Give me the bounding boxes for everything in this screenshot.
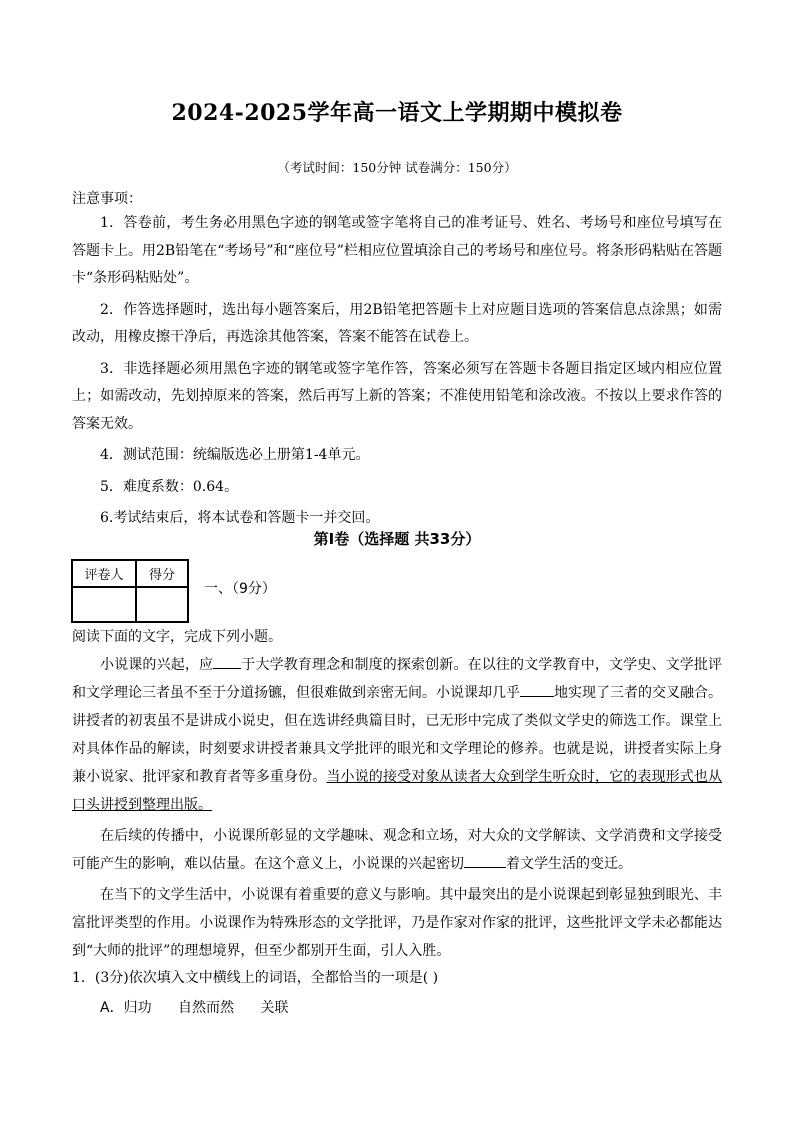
option-a-term-3: 关联: [260, 1000, 289, 1016]
passage-paragraph: [72, 822, 722, 878]
score-table: [71, 559, 189, 623]
notes-heading: 注意事项：: [72, 191, 142, 207]
passage-text: 小说课的兴起，应: [100, 657, 214, 673]
note-item: 6.考试结束后，将本试卷和答题卡一并交回。: [100, 510, 380, 526]
option-a: [100, 997, 310, 1017]
exam-info: （考试时间：150分钟 试卷满分：150分）: [277, 160, 517, 175]
fill-blank-1: [213, 654, 241, 669]
passage-text: 着文学生活的变迁。: [506, 856, 632, 872]
passage-text: 地实现了三者的交叉融合。讲授者的初衷虽不是讲成小说史，但在选讲经典篇目时，已无形中完成了类似文学史的筛选工作。课堂上对具体作品的解读，时刻要求讲授者兼具文学批评的眼光和文学理论的修养。也就是说，讲授者实际上身兼小说家、批评家和教育者等多重身份。: [72, 685, 722, 785]
section-title: 第Ⅰ卷（选择题 共33分）: [313, 530, 481, 548]
note-item: 5．难度系数：0.64。: [100, 478, 239, 495]
option-a-label: A．归功: [100, 1000, 152, 1016]
reading-passage: [72, 651, 722, 968]
passage-text: 于大学教育理念和制度的探索创新。在以往的文学教育中，文学史、文学批评和文学理论三者虽不至于分道扬镳，但很难做到亲密无间。小说课却几乎: [72, 657, 723, 701]
fill-blank-2: [520, 682, 554, 697]
grader-header: 评卷人: [72, 560, 136, 587]
option-a-term-2: 自然而然: [178, 1000, 235, 1016]
note-item: 2．作答选择题时，选出每小题答案后，用2B铅笔把答题卡上对应题目选项的答案信息点涂黑；如需改动，用橡皮擦干净后，再选涂其他答案，答案不能答在试卷上。: [72, 301, 722, 345]
passage-paragraph: [72, 651, 722, 819]
underlined-sentence: 当小说的接受对象从读者大众到学生听众时，它的表现形式也从口头讲授到整理出版。: [72, 769, 723, 813]
grader-cell: [72, 587, 136, 622]
note-item: 4．测试范围：统编版选必上册第1-4单元。: [100, 447, 370, 463]
page-title: 2024-2025学年高一语文上学期期中模拟卷: [171, 100, 623, 126]
note-item: 3．非选择题必须用黑色字迹的钢笔或签字笔作答，答案必须写在答题卡各题目指定区域内相应位置上；如需改动，先划掉原来的答案，然后再写上新的答案；不准使用铅笔和涂改液。不按以上要求作答的答案无效。: [72, 360, 722, 432]
score-cell: [136, 587, 188, 622]
part-heading: 一、（9分）: [204, 581, 276, 597]
fill-blank-3: [464, 853, 506, 868]
question-stem: 1．(3分)依次填入文中横线上的词语，全都恰当的一项是( ): [72, 970, 439, 986]
read-instruction: 阅读下面的文字，完成下列小题。: [72, 629, 282, 645]
passage-paragraph: 在当下的文学生活中，小说课有着重要的意义与影响。其中最突出的是小说课起到彰显独到眼光、丰富批评类型的作用。小说课作为特殊形态的文学批评，乃是作家对作家的批评，这些批评文学未必都能达到“大师的批评”的理想境界，但至少都别开生面，引人入胜。: [72, 887, 722, 959]
score-header: 得分: [136, 560, 188, 587]
passage-text: 在后续的传播中，小说课所彰显的文学趣味、观念和立场，对大众的文学解读、文学消费和文学接受可能产生的影响，难以估量。在这个意义上，小说课的兴起密切: [72, 828, 722, 872]
notes-list: [72, 210, 722, 537]
note-item: 1．答卷前，考生务必用黑色字迹的钢笔或签字笔将自己的准考证号、姓名、考场号和座位号填写在答题卡上。用2B铅笔在“考场号”和“座位号”栏相应位置填涂自己的考场号和座位号。将条形码粘贴在答题卡“条形码粘贴处”。: [72, 215, 722, 286]
